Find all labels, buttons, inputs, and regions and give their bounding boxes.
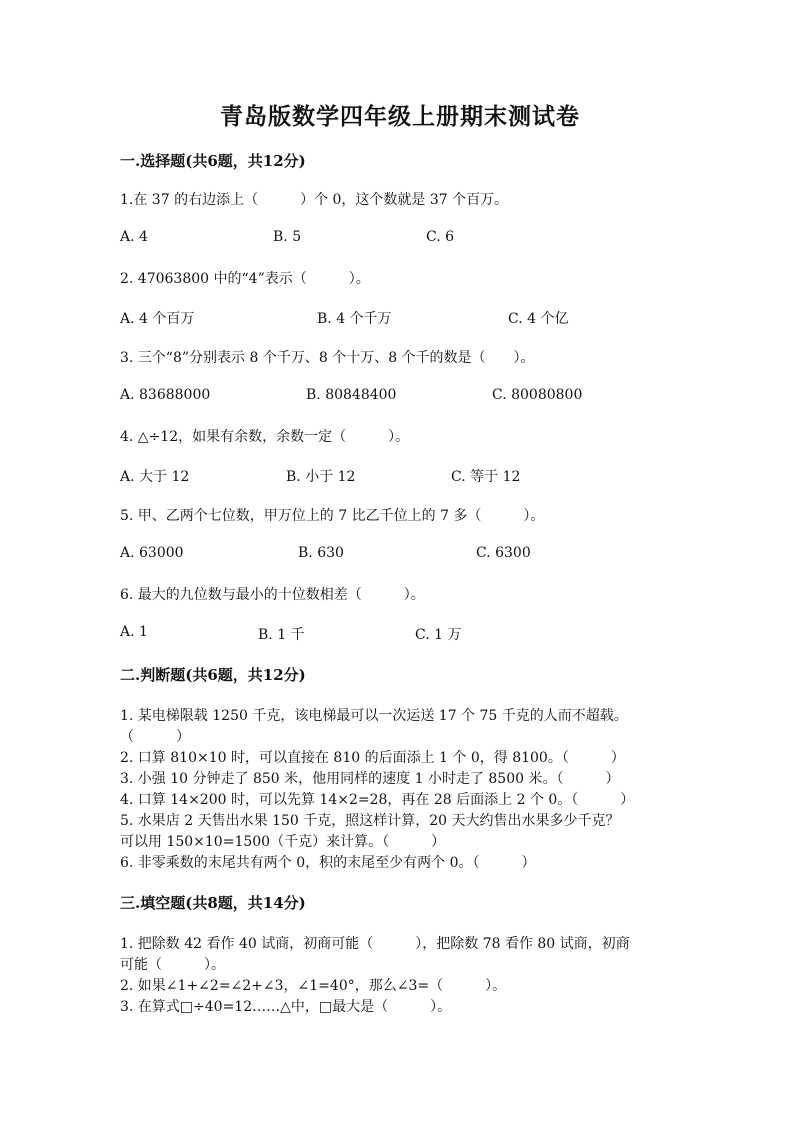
judgment-line-6: 5. 水果店 2 天售出水果 150 千克，照这样计算，20 天大约售出水果多少千克？ <box>120 813 620 829</box>
choice-3-option-c: C. 80080800 <box>492 387 583 403</box>
choice-question-3: 3. 三个“8”分别表示 8 个千万、8 个十万、8 个千的数是（ ）。 <box>120 350 535 366</box>
fill-in-line-2: 可能（ ）。 <box>120 957 225 973</box>
judgment-line-3: 2. 口算 810×10 时，可以直接在 810 的后面添上 1 个 0，得 8100。（ ） <box>120 750 625 766</box>
choice-4-option-c: C. 等于 12 <box>451 469 521 485</box>
choice-1-option-a: A. 4 <box>120 229 148 245</box>
choice-question-6: 6. 最大的九位数与最小的十位数相差（ ）。 <box>120 587 425 603</box>
judgment-line-1: 1. 某电梯限载 1250 千克，该电梯最可以一次运送 17 个 75 千克的人而不超载。 <box>120 708 628 724</box>
choice-6-option-a: A. 1 <box>120 624 148 640</box>
section-heading-judgment: 二.判断题(共6题，共12分) <box>120 666 306 684</box>
choice-question-5: 5. 甲、乙两个七位数，甲万位上的 7 比乙千位上的 7 多（ ）。 <box>120 508 545 524</box>
judgment-line-4: 3. 小强 10 分钟走了 850 米，他用同样的速度 1 小时走了 8500 米。（ ） <box>120 771 620 787</box>
choice-6-option-b: B. 1 千 <box>258 627 305 643</box>
section-heading-fill-in: 三.填空题(共8题，共14分) <box>120 894 306 912</box>
judgment-line-5: 4. 口算 14×200 时，可以先算 14×2=28，再在 28 后面添上 2 个 0。（ ） <box>120 792 635 808</box>
choice-2-option-c: C. 4 个亿 <box>508 311 569 327</box>
choice-question-1: 1.在 37 的右边添上（ ）个 0，这个数就是 37 个百万。 <box>120 192 509 208</box>
choice-question-2: 2. 47063800 中的“4”表示（ ）。 <box>120 271 370 287</box>
section-heading-choice: 一.选择题(共6题，共12分) <box>120 152 306 170</box>
choice-1-option-c: C. 6 <box>426 229 455 245</box>
fill-in-line-3: 2. 如果∠1+∠2=∠2+∠3，∠1=40°，那么∠3=（ ）。 <box>120 978 507 994</box>
choice-4-option-b: B. 小于 12 <box>286 469 356 485</box>
judgment-line-7: 可以用 150×10=1500（千克）来计算。（ ） <box>120 834 446 850</box>
choice-1-option-b: B. 5 <box>273 229 302 245</box>
choice-5-option-b: B. 630 <box>298 545 344 561</box>
judgment-line-2: （ ） <box>120 729 190 745</box>
choice-6-option-c: C. 1 万 <box>415 627 462 643</box>
choice-2-option-a: A. 4 个百万 <box>120 311 195 327</box>
choice-5-option-a: A. 63000 <box>120 545 184 561</box>
choice-2-option-b: B. 4 个千万 <box>317 311 392 327</box>
fill-in-line-4: 3. 在算式□÷40=12……△中，□最大是（ ）。 <box>120 999 452 1015</box>
judgment-line-8: 6. 非零乘数的末尾共有两个 0，积的末尾至少有两个 0。（ ） <box>120 855 536 871</box>
fill-in-line-1: 1. 把除数 42 看作 40 试商，初商可能（ ），把除数 78 看作 80 试商，初商 <box>120 936 630 952</box>
exam-title: 青岛版数学四年级上册期末测试卷 <box>220 103 580 130</box>
choice-4-option-a: A. 大于 12 <box>120 469 190 485</box>
choice-question-4: 4. △÷12，如果有余数，余数一定（ ）。 <box>120 429 410 445</box>
choice-3-option-a: A. 83688000 <box>120 387 211 403</box>
choice-5-option-c: C. 6300 <box>476 545 531 561</box>
choice-3-option-b: B. 80848400 <box>306 387 397 403</box>
